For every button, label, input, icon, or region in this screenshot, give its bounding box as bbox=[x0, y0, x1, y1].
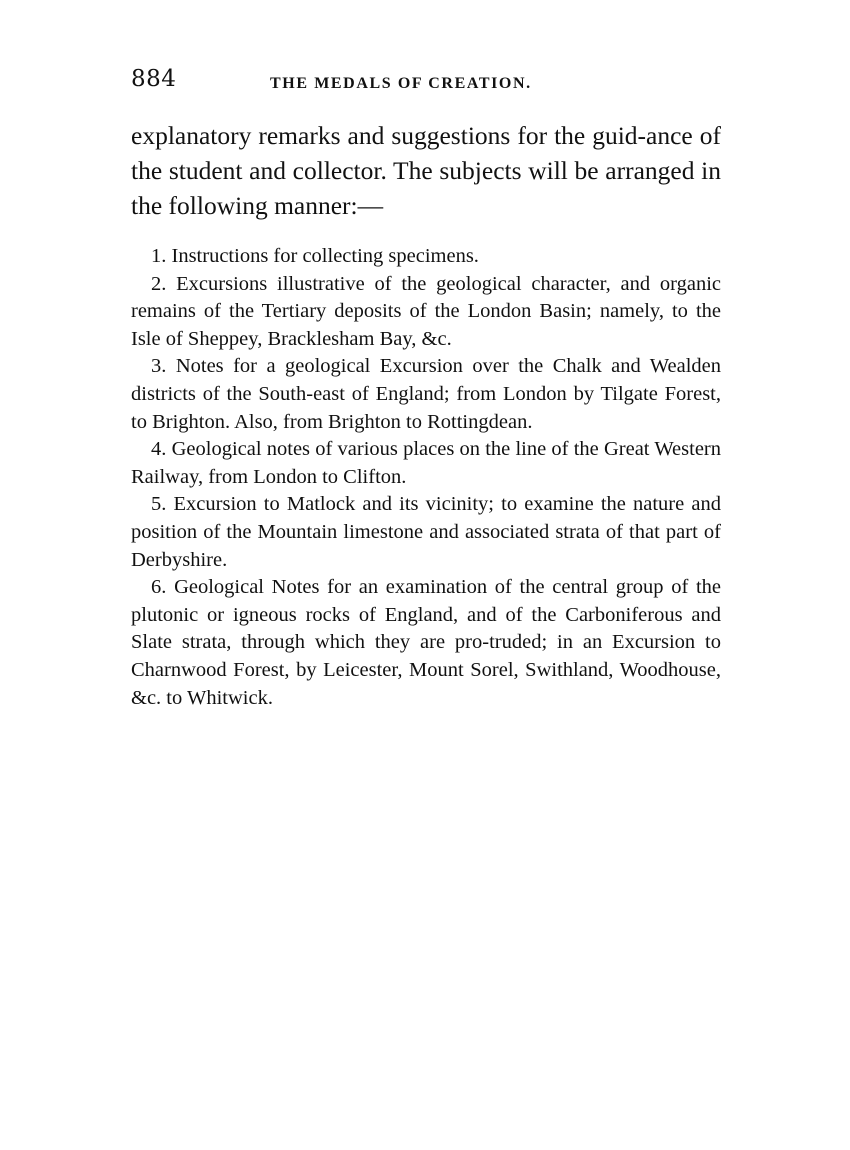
item-number: 6. bbox=[151, 576, 167, 599]
list-item bbox=[131, 436, 721, 491]
item-number: 3. bbox=[151, 355, 167, 378]
item-text: Geological Notes for an examination of the central group of the plutonic or igneous rocks of England, and of the Carboniferous and Slate strata, through which they are pro-truded; in an Excursion to Charnwood Forest, by Leicester, Mount Sorel, Swithland, Woodhouse, &c. to Whitwick. bbox=[131, 576, 722, 709]
list-item bbox=[131, 271, 721, 354]
running-title: THE MEDALS OF CREATION. bbox=[270, 75, 532, 92]
item-text: Notes for a geological Excursion over the Chalk and Wealden districts of the South-east of England; from London by Tilgate Forest, to Brighton. Also, from Brighton to Rottingdean. bbox=[131, 355, 722, 433]
item-text: Excursion to Matlock and its vicinity; to examine the nature and position of the Mountain limestone and associated strata of that part of Derbyshire. bbox=[131, 493, 721, 571]
item-number: 2. bbox=[151, 272, 167, 295]
item-text: Geological notes of various places on the line of the Great Western Railway, from London to Clifton. bbox=[131, 438, 721, 488]
list-item bbox=[131, 574, 721, 712]
page-number: 884 bbox=[131, 66, 177, 92]
list-item bbox=[131, 491, 721, 574]
item-number: 5. bbox=[151, 493, 167, 516]
list-item bbox=[131, 353, 721, 436]
item-number: 1. bbox=[151, 245, 167, 267]
list-item bbox=[131, 243, 721, 271]
item-text: Instructions for collecting specimens. bbox=[171, 245, 479, 267]
page-header bbox=[131, 66, 721, 98]
item-number: 4. bbox=[151, 438, 167, 461]
item-text: Excursions illustrative of the geological character, and organic remains of the Tertiary deposits of the London Basin; namely, to the Isle of Sheppey, Bracklesham Bay, &c. bbox=[131, 272, 721, 350]
intro-paragraph: explanatory remarks and suggestions for the guid-ance of the student and collector. The subjects will be arranged in the following manner:— bbox=[131, 121, 721, 220]
excursion-list bbox=[131, 243, 721, 712]
